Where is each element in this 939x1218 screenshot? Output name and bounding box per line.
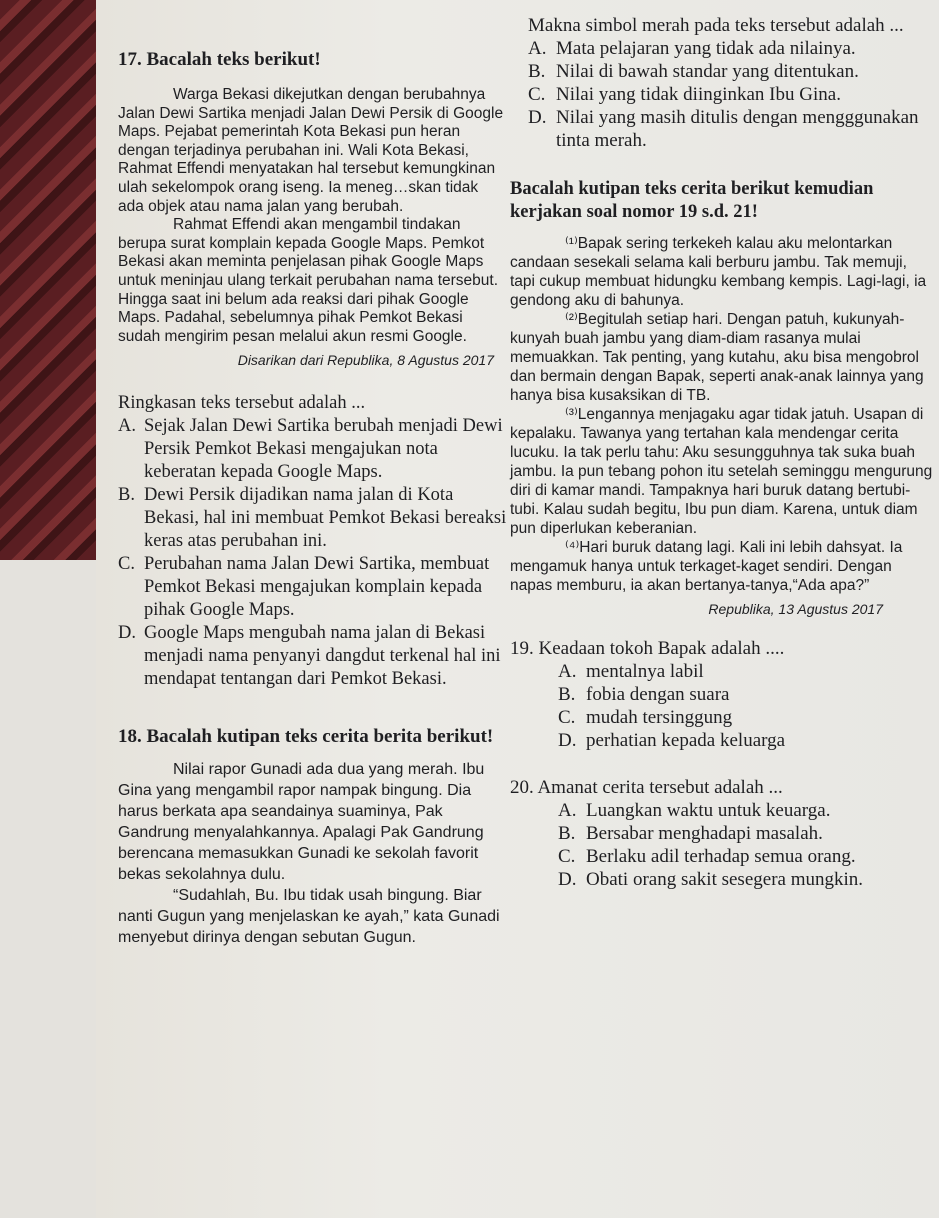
q19-option-d[interactable] — [558, 729, 935, 752]
option-text: perhatian kepada keluarga — [586, 730, 786, 751]
q17-paragraph-1: Warga Bekasi dikejutkan dengan berubahnya Jalan Dewi Sartika menjadi Jalan Dewi Persik di Google Maps. Pejabat pemerintah Kota Bekasi pun heran dengan terjadinya perubahan ini. Wali Kota Bekasi, Rahmat Effendi menyatakan hal tersebut kemungkinan ulah sekelompok orang iseng. Ia meneg…skan tidak ada objek atau nama jalan yang berubah. — [118, 86, 504, 215]
option-letter: A. — [558, 661, 577, 682]
option-text: Sejak Jalan Dewi Sartika berubah menjadi Dewi Persik Pemkot Bekasi mengajukan nota keberatan kepada Google Maps. — [144, 416, 503, 483]
story-paragraph-1: ⁽¹⁾Bapak sering terkekeh kalau aku melontarkan candaan sesekali selama kali berburu jambu. Tak memuji, tapi cukup membuat hidungku kembang kempis. Lagi-lagi, ia gendong aku di bahunya. — [510, 235, 927, 309]
option-letter: A. — [528, 38, 547, 59]
q18-paragraph-2: “Sudahlah, Bu. Ibu tidak usah bingung. Biar nanti Gugun yang menjelaskan ke ayah,” kata Gunadi menyebut dirinya dengan sebutan Gugun. — [118, 887, 500, 947]
option-text: Dewi Persik dijadikan nama jalan di Kota Bekasi, hal ini membuat Pemkot Bekasi bereaksi keras atas perubahan ini. — [144, 485, 507, 552]
option-letter: A. — [118, 416, 136, 437]
left-column — [118, 48, 508, 948]
q17-paragraph-2: Rahmat Effendi akan mengambil tindakan berupa surat komplain kepada Google Maps. Pemkot Bekasi akan meminta penjelasan pihak Google Maps untuk meninjau ulang terkait perubahan nama tersebut. Hingga saat ini belum ada reaksi dari pihak Google Maps. Padahal, sebelumnya pihak Pemkot Bekasi sudah mengirim pesan melalui akun resmi Google. — [118, 216, 498, 345]
story-passage — [510, 234, 935, 595]
option-letter: A. — [558, 800, 577, 821]
q20-option-a[interactable] — [558, 799, 935, 822]
background-fabric — [0, 0, 96, 560]
q20-option-c[interactable] — [558, 845, 935, 868]
option-text: Obati orang sakit sesegera mungkin. — [586, 869, 864, 890]
option-text: Google Maps mengubah nama jalan di Bekasi menjadi nama penyanyi dangdut terkenal hal ini mendapat tentangan dari Pemkot Bekasi. — [144, 623, 501, 690]
q18-passage — [118, 759, 508, 948]
option-letter: B. — [118, 485, 135, 506]
option-letter: D. — [118, 623, 136, 644]
q19-option-a[interactable] — [558, 660, 935, 683]
option-letter: C. — [528, 84, 546, 105]
q17-option-d[interactable] — [118, 622, 508, 691]
story-paragraph-4: ⁽⁴⁾Hari buruk datang lagi. Kali ini lebih dahsyat. Ia mengamuk hanya untuk terkaget-kaget sendiri. Dengan napas memburu, ia akan bertanya-tanya,“Ada apa?” — [510, 539, 903, 594]
option-text: Nilai yang masih ditulis dengan mengggunakan tinta merah. — [556, 107, 919, 151]
q17-option-b[interactable] — [118, 484, 508, 553]
q17-heading: 17. Bacalah teks berikut! — [118, 49, 321, 70]
q19-option-c[interactable] — [558, 706, 935, 729]
q19-option-b[interactable] — [558, 683, 935, 706]
q20-option-d[interactable] — [558, 868, 935, 891]
option-letter: D. — [558, 869, 577, 890]
q20-stem: 20. Amanat cerita tersebut adalah ... — [510, 777, 783, 798]
q18-option-d[interactable] — [528, 106, 935, 152]
q17-option-c[interactable] — [118, 553, 508, 622]
story-paragraph-2: ⁽²⁾Begitulah setiap hari. Dengan patuh, kukunyah-kunyah buah jambu yang diam-diam rasanya mulai memuakkan. Tak penting, yang kutahu, aku bisa mengobrol dan bermain dengan Bapak, seperti anak-anak lainnya yang hanya bisa kusaksikan di TB. — [510, 311, 924, 404]
option-text: Mata pelajaran yang tidak ada nilainya. — [556, 38, 856, 59]
q17-source: Disarikan dari Republika, 8 Agustus 2017 — [237, 352, 494, 369]
option-text: Nilai yang tidak diinginkan Ibu Gina. — [556, 84, 841, 105]
option-text: Nilai di bawah standar yang ditentukan. — [556, 61, 859, 82]
q17-stem: Ringkasan teks tersebut adalah ... — [118, 393, 366, 414]
q18-heading: 18. Bacalah kutipan teks cerita berita berikut! — [118, 726, 494, 748]
option-letter: B. — [558, 823, 576, 844]
option-letter: B. — [558, 684, 576, 705]
option-letter: C. — [118, 554, 135, 575]
q17-option-a[interactable] — [118, 415, 508, 484]
story-instruction: Bacalah kutipan teks cerita berikut kemudian kerjakan soal nomor 19 s.d. 21! — [510, 179, 874, 222]
q20-option-b[interactable] — [558, 822, 935, 845]
option-letter: C. — [558, 846, 576, 867]
option-letter: B. — [528, 61, 546, 82]
right-column — [510, 8, 935, 891]
story-paragraph-3: ⁽³⁾Lengannya menjagaku agar tidak jatuh. Usapan di kepalaku. Tawanya yang tertahan kala mendengar cerita lucuku. Ia tak perlu tahu: Aku sesungguhnya tak suka buah jambu. Ia pun tebang pohon itu setelah seminggu mengurung diri di kamar mandi. Tampaknya hari buruk datang bertubi-tubi. Kalau sudah begitu, Ibu pun diam. Karena, untuk diam pun diperlukan keberanian. — [510, 406, 933, 537]
option-letter: C. — [558, 707, 576, 728]
q19-stem: 19. Keadaan tokoh Bapak adalah .... — [510, 638, 785, 659]
q18-paragraph-1: Nilai rapor Gunadi ada dua yang merah. Ibu Gina yang mengambil rapor nampak bingung. Dia harus berkata apa seandainya suaminya, Pak Gandrung menyalahkannya. Apalagi Pak Gandrung berencana memasukkan Gunadi ke sekolah favorit bekas sekolahnya dulu. — [118, 761, 485, 884]
q17-passage — [118, 86, 508, 346]
q18-option-b[interactable] — [528, 60, 935, 83]
q18-option-c[interactable] — [528, 83, 935, 106]
q18-option-a[interactable] — [528, 37, 935, 60]
q18-stem: Makna simbol merah pada teks tersebut adalah ... — [528, 15, 904, 36]
option-letter: D. — [558, 730, 577, 751]
option-text: Berlaku adil terhadap semua orang. — [586, 846, 856, 867]
option-text: mentalnya labil — [586, 661, 704, 682]
option-text: mudah tersinggung — [586, 707, 733, 728]
story-source: Republika, 13 Agustus 2017 — [708, 601, 883, 617]
option-text: Bersabar menghadapi masalah. — [586, 823, 823, 844]
option-text: Perubahan nama Jalan Dewi Sartika, membuat Pemkot Bekasi mengajukan komplain kepada pihak Google Maps. — [144, 554, 490, 621]
option-text: Luangkan waktu untuk keuarga. — [586, 800, 831, 821]
option-text: fobia dengan suara — [586, 684, 730, 705]
option-letter: D. — [528, 107, 547, 128]
